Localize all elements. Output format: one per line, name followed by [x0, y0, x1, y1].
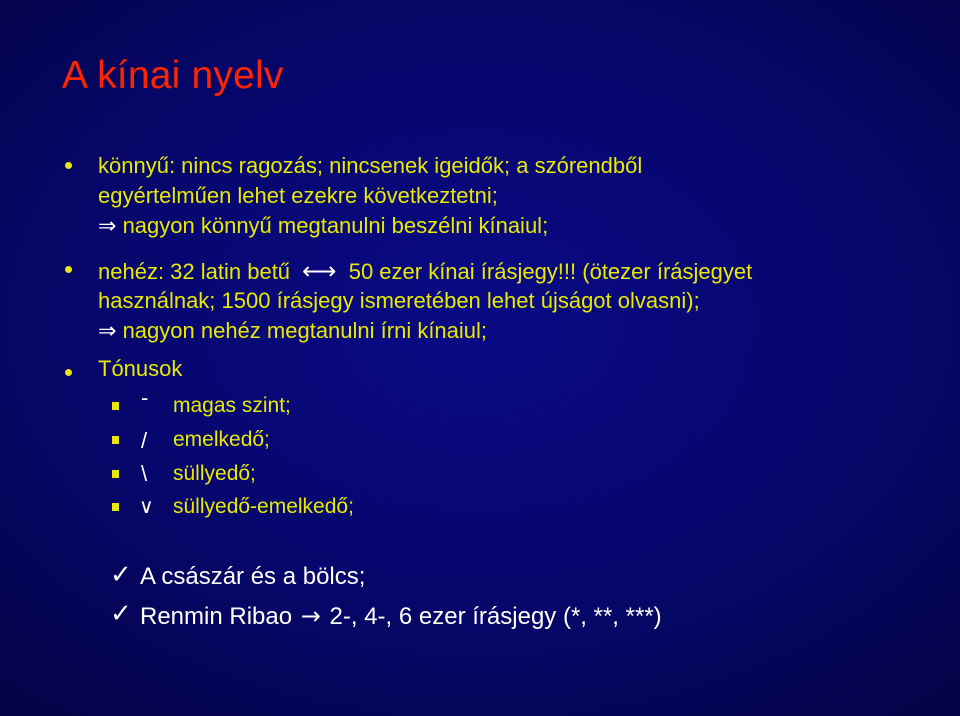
square-bullet	[112, 503, 119, 511]
bullet1-line2: egyértelműen lehet ezekre következtetni;	[98, 183, 498, 208]
check-item-2	[140, 602, 662, 631]
tone-symbol: /	[141, 428, 148, 453]
double-arrow-right-icon: ⇒	[98, 214, 117, 239]
bullet1-line3-text: nagyon könnyű megtanulni beszélni kínaiul;	[122, 213, 549, 238]
bullet-dot	[65, 162, 72, 169]
square-bullet	[112, 402, 119, 410]
bullet2-line1	[98, 257, 752, 285]
tone-label: magas szint;	[173, 394, 291, 417]
bullet2-part-a: nehéz: 32 latin betű	[98, 259, 291, 284]
check-item-2-detail: 2-, 4-, 6 ezer írásjegy (*, **, ***)	[329, 603, 662, 630]
tone-label: emelkedő;	[173, 428, 270, 451]
checkmark-icon: ✓	[110, 599, 132, 629]
check-item-2-source: Renmin Ribao	[140, 603, 293, 630]
checkmark-icon: ✓	[110, 560, 132, 590]
bullet-dot	[65, 266, 72, 273]
bullet2-line2: használnak; 1500 írásjegy ismeretében lehet újságot olvasni);	[98, 288, 700, 313]
tone-label: süllyedő-emelkedő;	[173, 495, 354, 518]
arrow-right-icon: →	[300, 602, 321, 630]
bullet2-line3-text: nagyon nehéz megtanulni írni kínaiul;	[122, 318, 488, 343]
square-bullet	[112, 470, 119, 478]
bullet1-line3	[98, 213, 548, 239]
bullet-dot	[65, 369, 72, 376]
double-arrow-right-icon: ⇒	[98, 319, 117, 344]
tone-symbol: ∨	[139, 494, 154, 518]
slide-title: A kínai nyelv	[62, 54, 284, 97]
bullet3-label: Tónusok	[98, 356, 183, 381]
left-right-arrow-icon: ⟷	[302, 257, 337, 285]
bullet1-line1: könnyű: nincs ragozás; nincsenek igeidők; a szórendből	[98, 153, 643, 178]
tone-label: süllyedő;	[173, 462, 256, 485]
square-bullet	[112, 436, 119, 444]
check-item-1: A császár és a bölcs;	[140, 563, 366, 590]
bullet2-part-b: 50 ezer kínai írásjegy!!! (ötezer írásjegyet	[348, 259, 753, 284]
tone-symbol: \	[141, 461, 148, 486]
tone-symbol: -	[141, 385, 149, 410]
bullet2-line3	[98, 318, 487, 344]
